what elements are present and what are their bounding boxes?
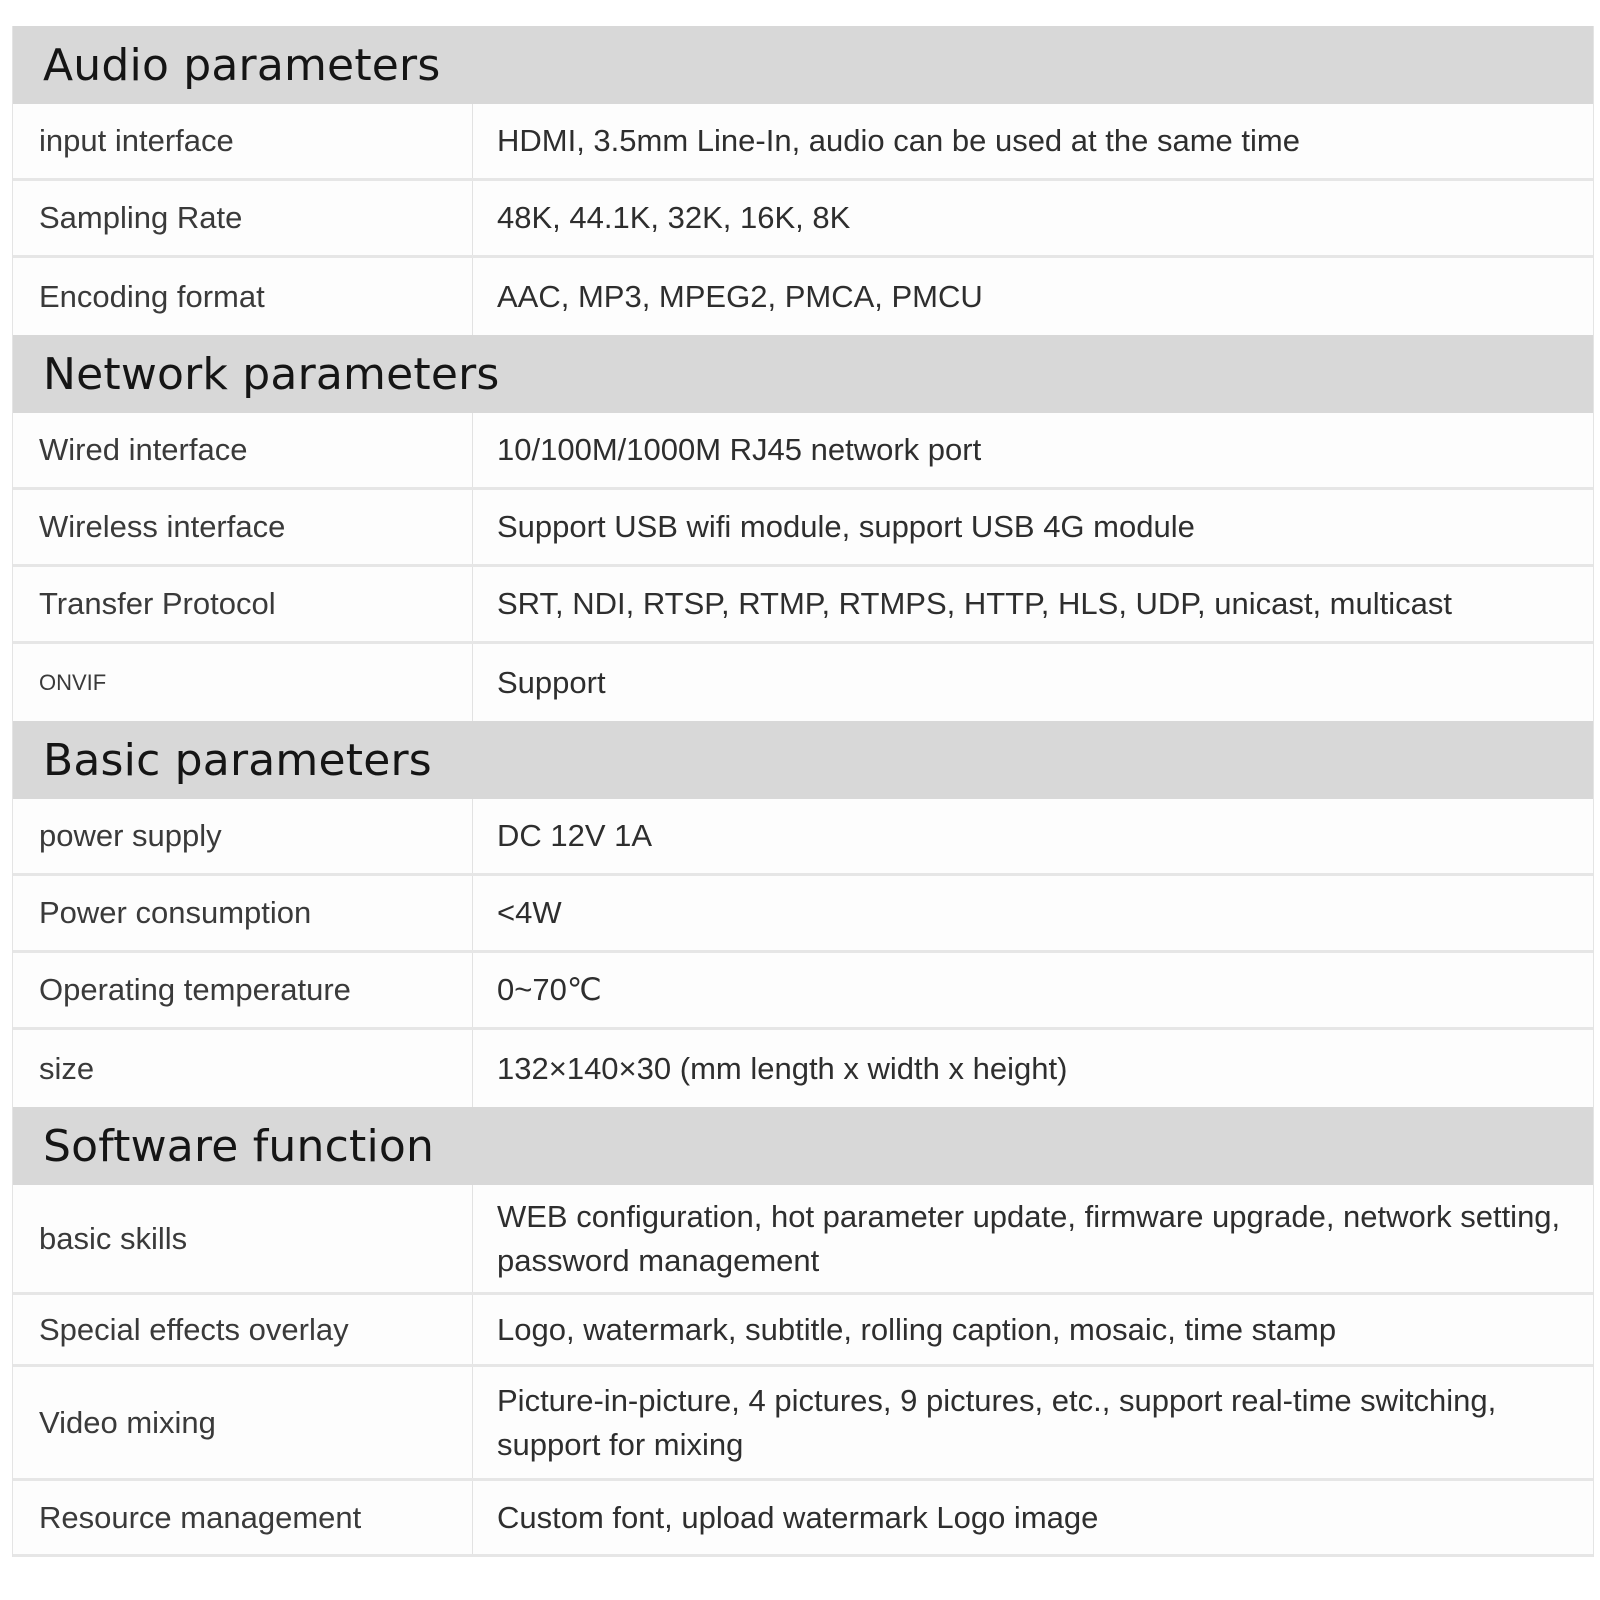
row-value: 132×140×30 (mm length x width x height): [497, 1050, 1068, 1086]
row-value: DC 12V 1A: [497, 818, 653, 853]
table-row: [13, 953, 1593, 1030]
section-header-basic: [13, 721, 1593, 799]
table-row: [13, 644, 1593, 721]
table-row: [13, 567, 1593, 644]
section-title: Basic parameters: [43, 734, 432, 786]
section-title: Network parameters: [43, 348, 500, 400]
section-title: Audio parameters: [43, 39, 441, 91]
row-label: Video mixing: [13, 1367, 473, 1478]
table-row: [13, 490, 1593, 567]
row-value: Support: [497, 664, 606, 700]
row-value: Custom font, upload watermark Logo image: [497, 1499, 1099, 1535]
table-row: [13, 1295, 1593, 1367]
row-label: basic skills: [13, 1185, 473, 1292]
table-row: [13, 1481, 1593, 1557]
table-row: [13, 1367, 1593, 1481]
table-row: [13, 258, 1593, 335]
section-header-software: [13, 1107, 1593, 1185]
row-label: Sampling Rate: [13, 181, 473, 255]
row-label: Operating temperature: [13, 953, 473, 1027]
row-label: Wired interface: [13, 413, 473, 487]
table-row: [13, 876, 1593, 953]
row-label: Wireless interface: [13, 490, 473, 564]
section-header-audio: [13, 26, 1593, 104]
row-label: ONVIF: [13, 644, 473, 721]
row-label: size: [13, 1030, 473, 1107]
row-value: SRT, NDI, RTSP, RTMP, RTMPS, HTTP, HLS, UDP, unicast, multicast: [497, 586, 1452, 621]
row-value: 10/100M/1000M RJ45 network port: [497, 432, 982, 467]
row-label: Special effects overlay: [13, 1295, 473, 1364]
row-value: <4W: [497, 895, 562, 930]
row-label: Resource management: [13, 1481, 473, 1554]
row-value: 48K, 44.1K, 32K, 16K, 8K: [497, 200, 851, 235]
table-row: [13, 413, 1593, 490]
spec-table: [12, 26, 1594, 1557]
row-label: Transfer Protocol: [13, 567, 473, 641]
table-row: [13, 1185, 1593, 1295]
table-row: [13, 104, 1593, 181]
row-value: 0~70℃: [497, 972, 602, 1007]
row-value: Logo, watermark, subtitle, rolling caption, mosaic, time stamp: [497, 1311, 1337, 1347]
table-row: [13, 799, 1593, 876]
row-value: AAC, MP3, MPEG2, PMCA, PMCU: [497, 278, 983, 314]
row-label: power supply: [13, 799, 473, 873]
table-row: [13, 1030, 1593, 1107]
row-value: HDMI, 3.5mm Line-In, audio can be used at the same time: [497, 123, 1300, 158]
table-row: [13, 181, 1593, 258]
row-label: Encoding format: [13, 258, 473, 335]
row-value: Support USB wifi module, support USB 4G module: [497, 509, 1195, 544]
section-title: Software function: [43, 1120, 435, 1172]
row-label: input interface: [13, 104, 473, 178]
row-value: Picture-in-picture, 4 pictures, 9 pictures, etc., support real-time switching, support for mixing: [497, 1382, 1497, 1462]
section-header-network: [13, 335, 1593, 413]
row-value: WEB configuration, hot parameter update, firmware upgrade, network setting, password management: [497, 1198, 1561, 1278]
row-label: Power consumption: [13, 876, 473, 950]
